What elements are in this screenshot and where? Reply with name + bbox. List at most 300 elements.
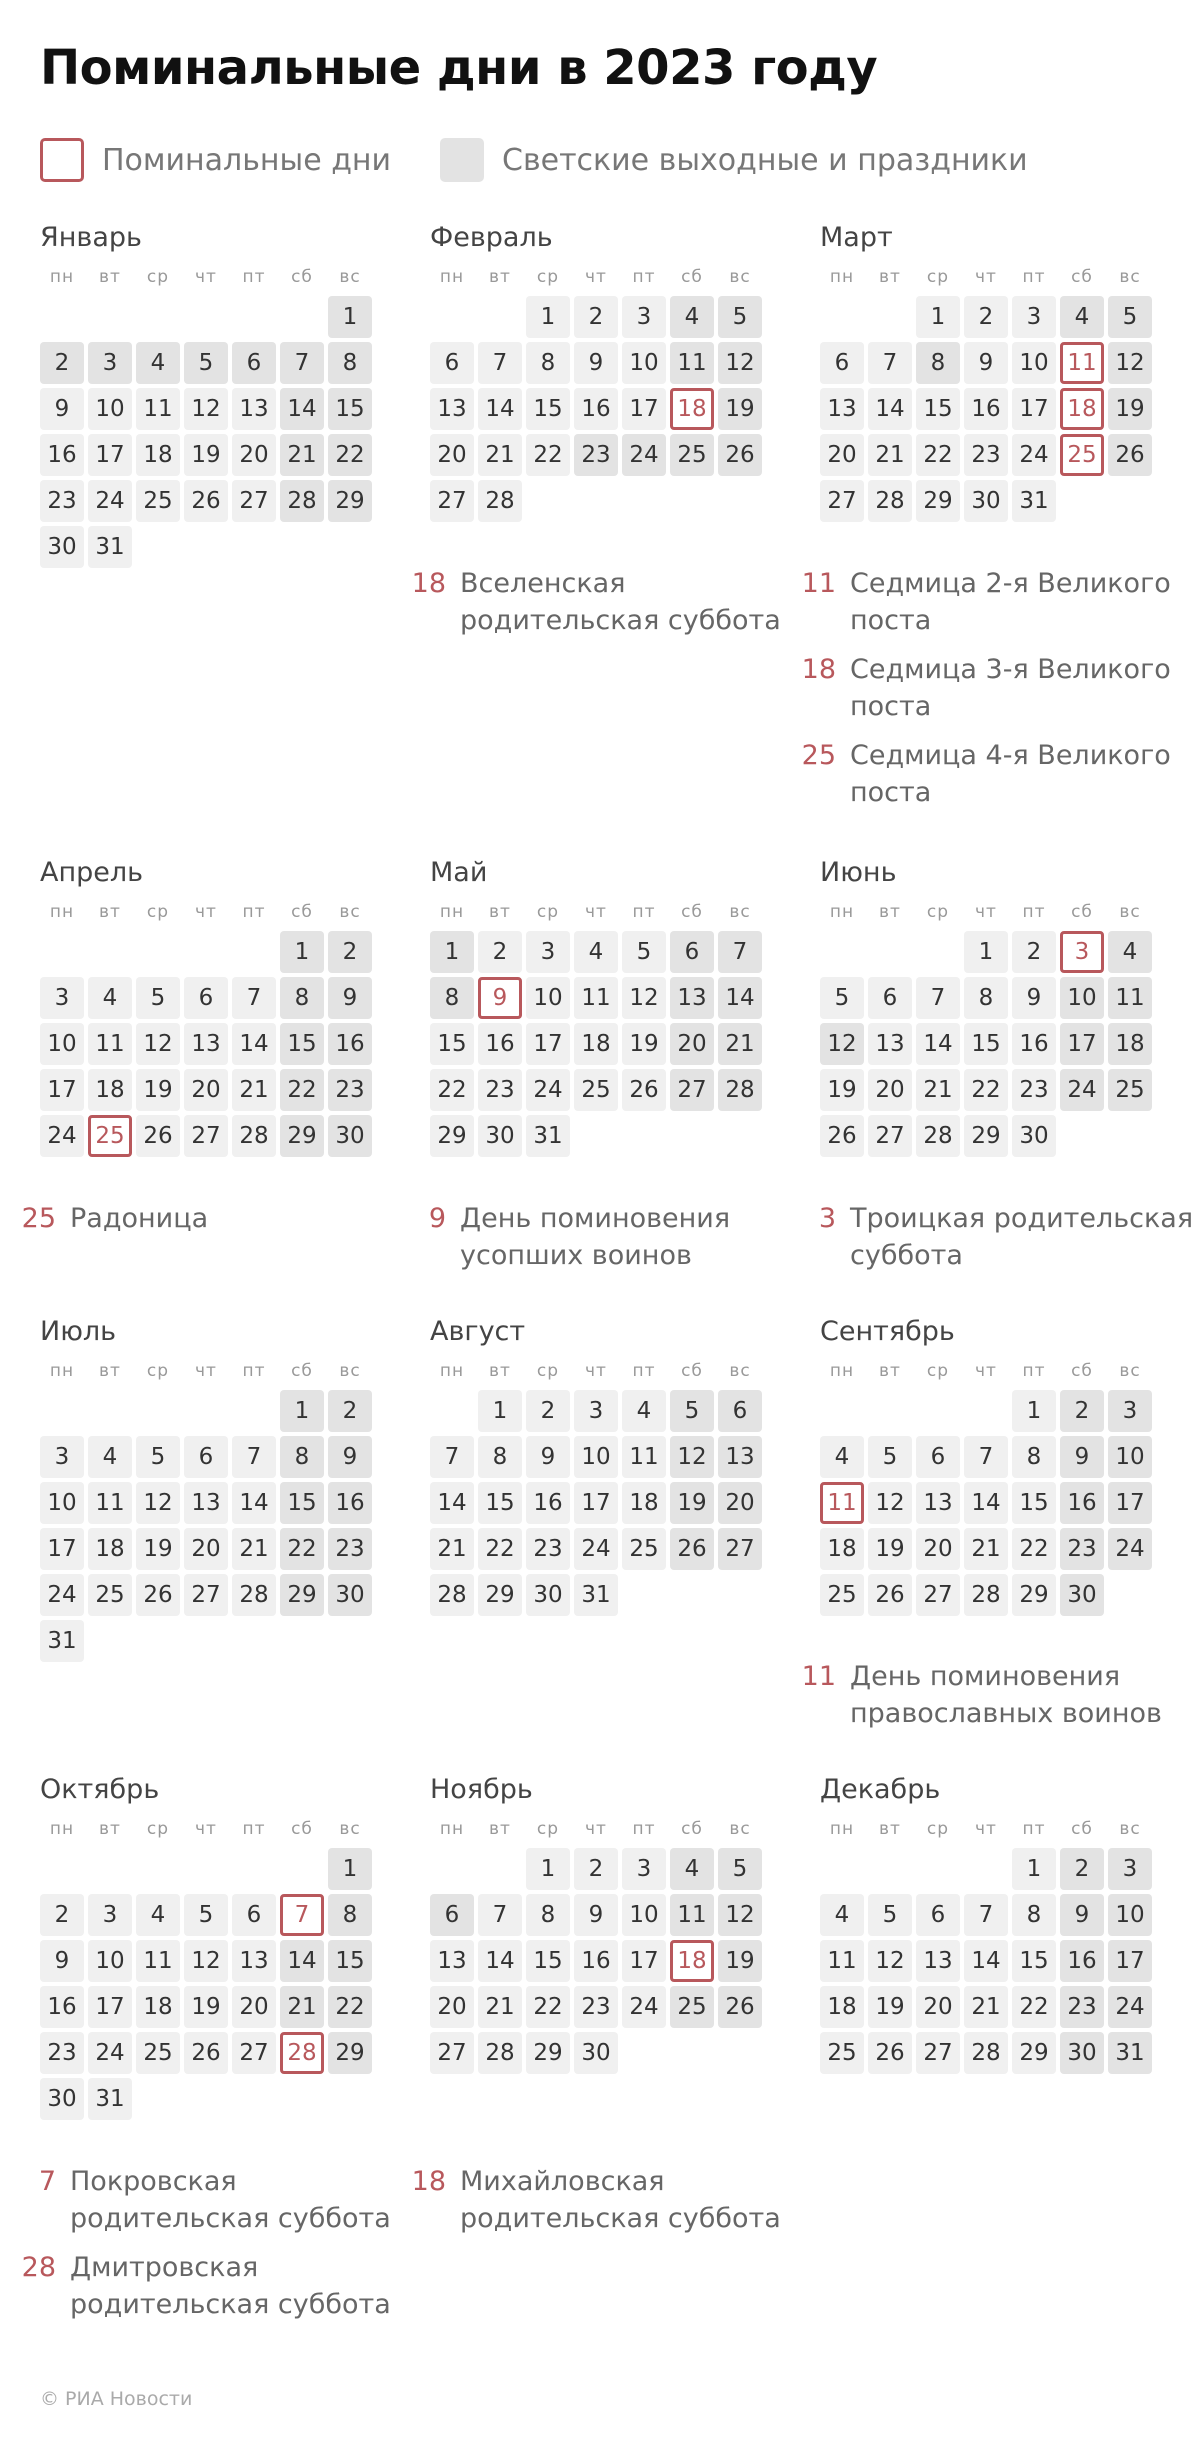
day-cell: 21 xyxy=(964,1528,1008,1570)
weekday-label: вс xyxy=(729,1361,751,1381)
day-cell: 18 xyxy=(136,1986,180,2028)
day-cell: 1 xyxy=(1012,1390,1056,1432)
month-april xyxy=(40,853,420,1157)
day-cell: 16 xyxy=(964,388,1008,430)
day-cell: 21 xyxy=(478,434,522,476)
day-cell: 21 xyxy=(478,1986,522,2028)
day-cell: 30 xyxy=(574,2032,618,2074)
day-cell: 26 xyxy=(136,1115,180,1157)
weekday-header xyxy=(430,893,810,931)
holiday-day-cell: 23 xyxy=(328,1528,372,1570)
day-cell: 16 xyxy=(526,1482,570,1524)
weekday-label: сб xyxy=(291,1361,313,1381)
weekday-label: чт xyxy=(195,1361,217,1381)
day-cell: 24 xyxy=(88,2032,132,2074)
weekday-label: вс xyxy=(1119,1819,1141,1839)
holiday-day-cell: 23 xyxy=(1060,1528,1104,1570)
day-cell: 16 xyxy=(40,434,84,476)
holiday-day-cell: 8 xyxy=(280,1436,324,1478)
day-cell: 11 xyxy=(820,1940,864,1982)
weekday-label: сб xyxy=(681,902,703,922)
day-cell: 18 xyxy=(622,1482,666,1524)
weekday-label: ср xyxy=(536,902,560,922)
day-cell: 20 xyxy=(430,434,474,476)
holiday-day-cell: 24 xyxy=(1108,1986,1152,2028)
day-grid xyxy=(40,296,420,568)
day-cell: 5 xyxy=(868,1436,912,1478)
day-cell: 29 xyxy=(478,1574,522,1616)
day-cell: 14 xyxy=(232,1023,276,1065)
note-day-number: 25 xyxy=(801,740,836,771)
holiday-day-cell: 26 xyxy=(670,1528,714,1570)
holiday-day-cell: 25 xyxy=(670,434,714,476)
day-cell: 10 xyxy=(40,1023,84,1065)
day-cell: 27 xyxy=(868,1115,912,1157)
memorial-day-cell: 25 xyxy=(1060,434,1104,476)
note-text: Вселенская родительская суббота xyxy=(460,568,781,636)
weekday-label: вт xyxy=(489,267,511,287)
day-cell: 31 xyxy=(1012,480,1056,522)
day-cell: 17 xyxy=(574,1482,618,1524)
holiday-day-cell: 14 xyxy=(718,977,762,1019)
weekday-label: сб xyxy=(291,267,313,287)
memorial-day-cell: 9 xyxy=(478,977,522,1019)
day-cell: 24 xyxy=(526,1069,570,1111)
day-cell: 13 xyxy=(430,1940,474,1982)
day-cell: 22 xyxy=(1012,1986,1056,2028)
holiday-day-cell: 25 xyxy=(1108,1069,1152,1111)
weekday-label: вс xyxy=(1119,1361,1141,1381)
holiday-day-cell: 16 xyxy=(1060,1482,1104,1524)
day-cell: 20 xyxy=(232,1986,276,2028)
holiday-day-cell: 11 xyxy=(670,1894,714,1936)
day-cell: 28 xyxy=(964,2032,1008,2074)
note-item xyxy=(800,1200,1195,1274)
holiday-day-cell: 4 xyxy=(670,1848,714,1890)
day-cell: 20 xyxy=(232,434,276,476)
day-cell: 10 xyxy=(40,1482,84,1524)
month-name: Октябрь xyxy=(40,1774,160,1805)
holiday-day-cell: 4 xyxy=(670,296,714,338)
credit: © РИА Новости xyxy=(40,2388,193,2410)
day-cell: 10 xyxy=(622,1894,666,1936)
holiday-day-cell: 24 xyxy=(1108,1528,1152,1570)
holiday-day-cell: 23 xyxy=(328,1069,372,1111)
day-grid xyxy=(40,1390,420,1662)
day-cell: 11 xyxy=(574,977,618,1019)
day-cell: 29 xyxy=(916,480,960,522)
day-cell: 26 xyxy=(868,1574,912,1616)
day-cell: 26 xyxy=(622,1069,666,1111)
holiday-day-cell: 9 xyxy=(328,1436,372,1478)
month-name: Август xyxy=(430,1316,526,1347)
day-cell: 13 xyxy=(916,1482,960,1524)
weekday-label: пт xyxy=(1022,1819,1046,1839)
day-cell: 31 xyxy=(88,526,132,568)
day-cell: 14 xyxy=(430,1482,474,1524)
day-cell: 3 xyxy=(622,1848,666,1890)
day-cell: 27 xyxy=(916,2032,960,2074)
day-cell: 13 xyxy=(868,1023,912,1065)
holiday-day-cell: 29 xyxy=(280,1115,324,1157)
day-cell: 27 xyxy=(916,1574,960,1616)
memorial-day-cell: 3 xyxy=(1060,931,1104,973)
day-cell: 13 xyxy=(820,388,864,430)
day-cell: 9 xyxy=(574,1894,618,1936)
holiday-day-cell: 16 xyxy=(328,1482,372,1524)
weekday-label: чт xyxy=(585,1361,607,1381)
holiday-day-cell: 23 xyxy=(574,434,618,476)
day-cell: 12 xyxy=(136,1482,180,1524)
day-cell: 19 xyxy=(136,1069,180,1111)
weekday-label: вт xyxy=(489,1361,511,1381)
day-cell: 22 xyxy=(430,1069,474,1111)
holiday-day-cell: 21 xyxy=(718,1023,762,1065)
weekday-label: ср xyxy=(146,902,170,922)
holiday-day-cell: 21 xyxy=(280,1986,324,2028)
day-cell: 31 xyxy=(88,2078,132,2120)
notes-april xyxy=(20,1200,410,1249)
day-cell: 11 xyxy=(88,1023,132,1065)
day-cell: 20 xyxy=(916,1528,960,1570)
holiday-day-cell: 1 xyxy=(280,1390,324,1432)
month-name: Ноябрь xyxy=(430,1774,533,1805)
day-cell: 1 xyxy=(526,296,570,338)
note-text: Михайловская родительская суббота xyxy=(460,2166,781,2234)
legend-holidays-swatch xyxy=(440,138,484,182)
holiday-day-cell: 27 xyxy=(670,1069,714,1111)
day-cell: 21 xyxy=(868,434,912,476)
notes-march xyxy=(800,565,1190,823)
day-cell: 11 xyxy=(622,1436,666,1478)
day-cell: 8 xyxy=(1012,1436,1056,1478)
weekday-header xyxy=(430,1810,810,1848)
holiday-day-cell: 22 xyxy=(328,1986,372,2028)
day-cell: 21 xyxy=(430,1528,474,1570)
day-cell: 12 xyxy=(622,977,666,1019)
holiday-day-cell: 2 xyxy=(40,342,84,384)
day-cell: 25 xyxy=(820,2032,864,2074)
day-cell: 28 xyxy=(232,1115,276,1157)
day-cell: 5 xyxy=(622,931,666,973)
weekday-label: пт xyxy=(632,1361,656,1381)
day-cell: 3 xyxy=(574,1390,618,1432)
day-cell: 3 xyxy=(622,296,666,338)
day-cell: 18 xyxy=(820,1528,864,1570)
day-cell: 25 xyxy=(574,1069,618,1111)
holiday-day-cell: 30 xyxy=(1060,2032,1104,2074)
holiday-day-cell: 9 xyxy=(1060,1894,1104,1936)
day-cell: 2 xyxy=(526,1390,570,1432)
day-cell: 1 xyxy=(916,296,960,338)
month-name: Июль xyxy=(40,1316,117,1347)
day-cell: 29 xyxy=(1012,2032,1056,2074)
note-day-number: 11 xyxy=(801,568,836,599)
weekday-label: вт xyxy=(99,1819,121,1839)
note-item xyxy=(800,651,1190,725)
weekday-label: сб xyxy=(291,1819,313,1839)
day-cell: 23 xyxy=(478,1069,522,1111)
day-cell: 27 xyxy=(820,480,864,522)
holiday-day-cell: 10 xyxy=(1060,977,1104,1019)
day-cell: 19 xyxy=(184,1986,228,2028)
note-item xyxy=(410,565,800,639)
day-cell: 14 xyxy=(964,1940,1008,1982)
day-cell: 24 xyxy=(88,480,132,522)
note-day-number: 18 xyxy=(411,2166,446,2197)
memorial-day-cell: 11 xyxy=(820,1482,864,1524)
day-cell: 30 xyxy=(478,1115,522,1157)
day-cell: 13 xyxy=(232,388,276,430)
day-cell: 9 xyxy=(964,342,1008,384)
holiday-day-cell: 23 xyxy=(1060,1986,1104,2028)
weekday-header xyxy=(40,1352,420,1390)
holiday-day-cell: 20 xyxy=(718,1482,762,1524)
holiday-day-cell: 26 xyxy=(1108,434,1152,476)
day-cell: 31 xyxy=(40,1620,84,1662)
day-cell: 7 xyxy=(964,1436,1008,1478)
weekday-header xyxy=(820,258,1200,296)
note-item xyxy=(800,737,1190,811)
holiday-day-cell: 14 xyxy=(280,1940,324,1982)
weekday-label: пн xyxy=(829,902,855,922)
weekday-label: пт xyxy=(632,1819,656,1839)
day-cell: 15 xyxy=(430,1023,474,1065)
weekday-label: пт xyxy=(632,267,656,287)
day-cell: 13 xyxy=(430,388,474,430)
holiday-day-cell: 4 xyxy=(1060,296,1104,338)
weekday-header xyxy=(820,1810,1200,1848)
day-cell: 14 xyxy=(916,1023,960,1065)
day-cell: 18 xyxy=(820,1986,864,2028)
weekday-label: пт xyxy=(242,1361,266,1381)
day-grid xyxy=(430,931,810,1157)
day-cell: 29 xyxy=(526,2032,570,2074)
day-cell: 12 xyxy=(184,388,228,430)
memorial-day-cell: 7 xyxy=(280,1894,324,1936)
day-cell: 22 xyxy=(526,434,570,476)
day-cell: 21 xyxy=(232,1069,276,1111)
weekday-label: вт xyxy=(99,902,121,922)
legend-holidays-label: Светские выходные и праздники xyxy=(502,142,1028,178)
month-name: Май xyxy=(430,857,488,888)
day-cell: 3 xyxy=(526,931,570,973)
day-cell: 25 xyxy=(136,480,180,522)
holiday-day-cell: 8 xyxy=(916,342,960,384)
day-cell: 3 xyxy=(1012,296,1056,338)
day-cell: 14 xyxy=(964,1482,1008,1524)
month-name: Сентябрь xyxy=(820,1316,955,1347)
weekday-label: сб xyxy=(1071,1361,1093,1381)
holiday-day-cell: 17 xyxy=(1108,1482,1152,1524)
day-cell: 6 xyxy=(232,1894,276,1936)
day-cell: 1 xyxy=(478,1390,522,1432)
weekday-label: сб xyxy=(291,902,313,922)
day-cell: 18 xyxy=(136,434,180,476)
note-text: Седмица 3-я Великого поста xyxy=(850,654,1171,722)
day-cell: 30 xyxy=(964,480,1008,522)
day-cell: 20 xyxy=(868,1069,912,1111)
weekday-label: сб xyxy=(1071,902,1093,922)
holiday-day-cell: 6 xyxy=(670,931,714,973)
day-cell: 4 xyxy=(820,1436,864,1478)
holiday-day-cell: 22 xyxy=(328,434,372,476)
holiday-day-cell: 8 xyxy=(328,1894,372,1936)
day-cell: 20 xyxy=(184,1528,228,1570)
weekday-label: сб xyxy=(1071,1819,1093,1839)
day-cell: 17 xyxy=(40,1528,84,1570)
day-cell: 15 xyxy=(526,388,570,430)
day-cell: 9 xyxy=(40,1940,84,1982)
day-cell: 7 xyxy=(868,342,912,384)
day-cell: 7 xyxy=(916,977,960,1019)
day-cell: 8 xyxy=(1012,1894,1056,1936)
weekday-label: пн xyxy=(829,1819,855,1839)
month-june xyxy=(820,853,1200,1157)
day-cell: 12 xyxy=(136,1023,180,1065)
weekday-label: пт xyxy=(1022,267,1046,287)
day-cell: 11 xyxy=(136,388,180,430)
day-cell: 4 xyxy=(622,1390,666,1432)
day-cell: 2 xyxy=(478,931,522,973)
day-cell: 7 xyxy=(964,1894,1008,1936)
holiday-day-cell: 1 xyxy=(280,931,324,973)
weekday-header xyxy=(40,1810,420,1848)
day-cell: 14 xyxy=(478,1940,522,1982)
weekday-label: сб xyxy=(681,267,703,287)
day-cell: 28 xyxy=(478,480,522,522)
weekday-header xyxy=(430,1352,810,1390)
holiday-day-cell: 19 xyxy=(718,388,762,430)
weekday-label: чт xyxy=(975,1819,997,1839)
note-day-number: 18 xyxy=(411,568,446,599)
holiday-day-cell: 12 xyxy=(718,1894,762,1936)
holiday-day-cell: 5 xyxy=(718,1848,762,1890)
holiday-day-cell: 10 xyxy=(1108,1894,1152,1936)
day-cell: 14 xyxy=(232,1482,276,1524)
day-cell: 23 xyxy=(526,1528,570,1570)
weekday-label: ср xyxy=(536,1819,560,1839)
day-cell: 23 xyxy=(1012,1069,1056,1111)
note-item xyxy=(20,2249,410,2323)
note-item xyxy=(20,2163,410,2237)
month-name: Февраль xyxy=(430,222,553,253)
weekday-label: пт xyxy=(1022,1361,1046,1381)
day-cell: 27 xyxy=(430,2032,474,2074)
holiday-day-cell: 15 xyxy=(280,1023,324,1065)
day-cell: 21 xyxy=(964,1986,1008,2028)
day-cell: 20 xyxy=(430,1986,474,2028)
holiday-day-cell: 15 xyxy=(280,1482,324,1524)
day-cell: 2 xyxy=(574,296,618,338)
day-cell: 15 xyxy=(1012,1482,1056,1524)
weekday-label: сб xyxy=(1071,267,1093,287)
day-cell: 22 xyxy=(478,1528,522,1570)
notes-june xyxy=(800,1200,1195,1286)
weekday-label: пн xyxy=(49,267,75,287)
weekday-label: чт xyxy=(195,267,217,287)
day-cell: 9 xyxy=(40,388,84,430)
day-cell: 17 xyxy=(88,434,132,476)
weekday-label: сб xyxy=(681,1819,703,1839)
day-grid xyxy=(820,1390,1200,1616)
weekday-label: пн xyxy=(439,267,465,287)
holiday-day-cell: 9 xyxy=(328,977,372,1019)
day-cell: 2 xyxy=(964,296,1008,338)
day-cell: 5 xyxy=(136,977,180,1019)
day-cell: 12 xyxy=(868,1482,912,1524)
weekday-label: пт xyxy=(632,902,656,922)
day-cell: 2 xyxy=(1012,931,1056,973)
holiday-day-cell: 22 xyxy=(280,1528,324,1570)
holiday-day-cell: 13 xyxy=(670,977,714,1019)
day-cell: 5 xyxy=(184,1894,228,1936)
notes-october xyxy=(20,2163,410,2335)
holiday-day-cell: 19 xyxy=(718,1940,762,1982)
day-cell: 30 xyxy=(1012,1115,1056,1157)
day-cell: 21 xyxy=(232,1528,276,1570)
holiday-day-cell: 1 xyxy=(328,1848,372,1890)
weekday-label: вт xyxy=(489,1819,511,1839)
weekday-header xyxy=(430,258,810,296)
day-cell: 1 xyxy=(526,1848,570,1890)
legend-memorial-label: Поминальные дни xyxy=(102,142,392,178)
day-cell: 13 xyxy=(232,1940,276,1982)
weekday-label: пн xyxy=(829,1361,855,1381)
day-cell: 13 xyxy=(916,1940,960,1982)
holiday-day-cell: 29 xyxy=(328,480,372,522)
day-cell: 27 xyxy=(184,1115,228,1157)
day-cell: 26 xyxy=(868,2032,912,2074)
day-cell: 14 xyxy=(478,388,522,430)
weekday-label: пн xyxy=(439,902,465,922)
day-cell: 16 xyxy=(574,388,618,430)
day-cell: 25 xyxy=(622,1528,666,1570)
day-cell: 24 xyxy=(40,1574,84,1616)
day-cell: 10 xyxy=(1012,342,1056,384)
day-cell: 19 xyxy=(184,434,228,476)
day-cell: 23 xyxy=(40,2032,84,2074)
note-day-number: 3 xyxy=(818,1203,836,1234)
month-february xyxy=(430,218,810,522)
holiday-day-cell: 28 xyxy=(718,1069,762,1111)
day-cell: 22 xyxy=(1012,1528,1056,1570)
holiday-day-cell: 28 xyxy=(280,480,324,522)
day-cell: 26 xyxy=(136,1574,180,1616)
legend-holidays xyxy=(440,138,1028,182)
note-text: Седмица 4-я Великого поста xyxy=(850,740,1171,808)
day-cell: 9 xyxy=(526,1436,570,1478)
holiday-day-cell: 2 xyxy=(328,931,372,973)
day-cell: 19 xyxy=(820,1069,864,1111)
day-cell: 31 xyxy=(526,1115,570,1157)
day-cell: 7 xyxy=(478,1894,522,1936)
holiday-day-cell: 4 xyxy=(1108,931,1152,973)
month-september xyxy=(820,1312,1200,1616)
day-cell: 23 xyxy=(964,434,1008,476)
month-name: Апрель xyxy=(40,857,144,888)
day-cell: 17 xyxy=(622,388,666,430)
memorial-day-cell: 11 xyxy=(1060,342,1104,384)
note-item xyxy=(800,1658,1198,1732)
day-cell: 17 xyxy=(622,1940,666,1982)
day-cell: 28 xyxy=(964,1574,1008,1616)
day-cell: 29 xyxy=(430,1115,474,1157)
holiday-day-cell: 12 xyxy=(718,342,762,384)
holiday-day-cell: 14 xyxy=(280,388,324,430)
weekday-label: вс xyxy=(729,902,751,922)
memorial-day-cell: 25 xyxy=(88,1115,132,1157)
